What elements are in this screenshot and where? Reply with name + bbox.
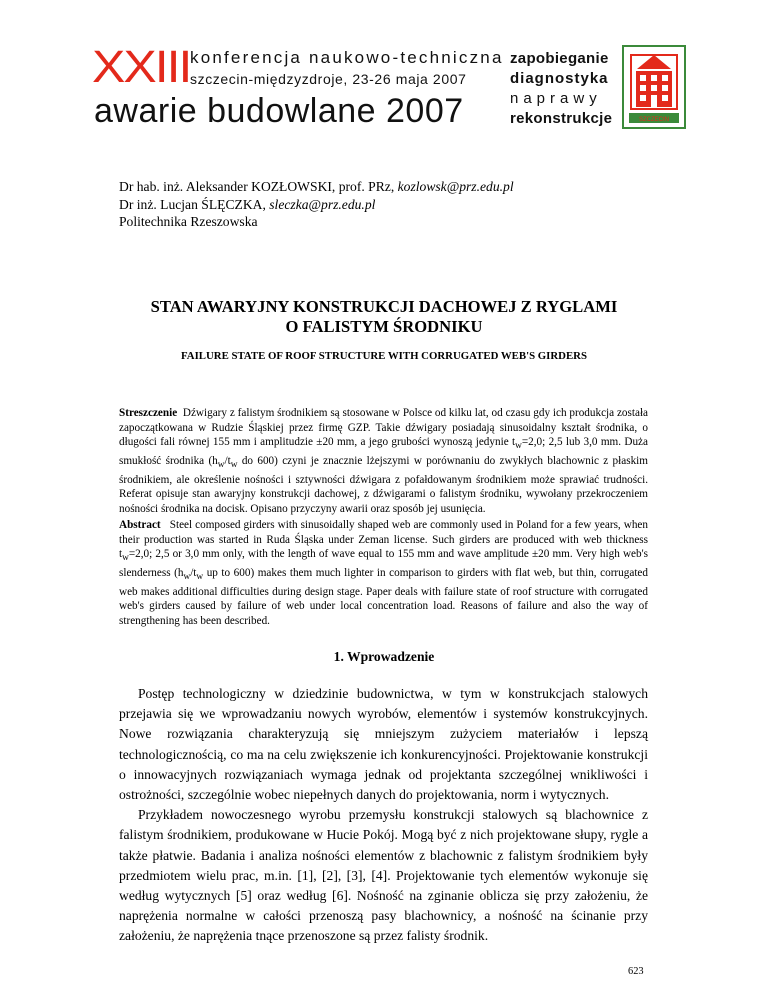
abstract-text: up to 600) makes them much lighter in comparison to girders with flat web, but thin, corrugated web makes additional difficulties during design stage. Paper deals with failure state of roof structure with corrugated web's girders caused by failure of web under local concentration load. Reasons of failure and also the way of strengthening has been described.: [119, 567, 648, 628]
streszczenie-text: /t: [224, 455, 231, 468]
conference-title: awarie budowlane 2007: [94, 92, 464, 130]
streszczenie-subscript: w: [217, 460, 225, 471]
section-body: [119, 684, 648, 947]
conference-name: konferencja naukowo-techniczna: [190, 48, 504, 67]
streszczenie-text: do 600) czyni je znacznie lżejszymi w porównaniu do zwykłych blachownic z płaskim środnikiem, ale określenie nośności i sztywności dźwigara z pofałdowanym środnikiem może sprawiać trudności. Referat opisuje stan awaryjny konstrukcji dachowej, z dźwigarami o falistym środniku, wywołany przekroczeniem nośności środnika na docisk. Opisano przyczyny awarii oraz sposób jej usunięcia.: [119, 455, 648, 516]
author-kozlowski-name: Dr hab. inż. Aleksander KOZŁOWSKI, prof. PRz,: [119, 179, 398, 194]
paper-title-english: FAILURE STATE OF ROOF STRUCTURE WITH CORRUGATED WEB'S GIRDERS: [181, 350, 587, 362]
conference-topics: [510, 49, 612, 129]
author-sleczka: [119, 197, 375, 213]
topic-diagnostics: diagnostyka: [510, 70, 609, 87]
streszczenie-subscript: w: [515, 441, 522, 452]
abstract-text: /t: [190, 567, 197, 580]
topic-reconstruction: rekonstrukcje: [510, 110, 613, 127]
building-logo-icon: [624, 47, 684, 127]
abstract-subscript: w: [196, 572, 204, 583]
author-sleczka-name: Dr inż. Lucjan ŚLĘCZKA,: [119, 197, 270, 212]
abstract-paragraph: [119, 518, 648, 629]
body-paragraph: Postęp technologiczny w dziedzinie budownictwa, w tym w konstrukcjach stalowych przejawia się we wprowadzaniu nowych wyrobów, elementów i systemów konstrukcyjnych. Nowe rozwiązania charakteryzują się mniejszym zużyciem materiałów i lepszą technologicznością, co ma na celu zwiększenie ich konkurencyjności. Projektowanie konstrukcji o innowacyjnych rozwiązaniach wymaga jednak od projektanta szczególnej wnikliwości i ostrożności, szczególnie wobec niepełnych danych do projektowania, norm i wytycznych.: [119, 686, 648, 803]
author-kozlowski: [119, 179, 514, 195]
streszczenie-label: Streszczenie: [119, 407, 178, 419]
conference-header: [0, 0, 768, 140]
conference-location-date: szczecin-międzyzdroje, 23-26 maja 2007: [190, 71, 467, 87]
abstract-subscript: w: [183, 572, 191, 583]
abstract-text: =2,0; 2,5 or 3,0 mm only, with the length of wave equal to 155 mm and wave amplitude ±20 mm. Very high web's slenderness (h: [119, 548, 648, 580]
topic-repairs: naprawy: [510, 90, 602, 107]
streszczenie-subscript: w: [230, 460, 238, 471]
paper-title-line1: STAN AWARYJNY KONSTRUKCJI DACHOWEJ Z RYGLAMI: [150, 297, 618, 316]
author-sleczka-email[interactable]: sleczka@prz.edu.pl: [269, 197, 376, 212]
streszczenie-text: =2,0; 2,5 lub 3,0 mm. Duża smukłość środnika (h: [119, 436, 648, 468]
szczecin-logo: [622, 45, 686, 129]
conference-roman-number: XXIII: [92, 41, 191, 92]
author-kozlowski-email[interactable]: kozlowsk@prz.edu.pl: [397, 179, 514, 194]
page-number: 623: [628, 966, 644, 977]
logo-caption: SZCZECIN: [639, 117, 669, 123]
body-paragraph: Przykładem nowoczesnego wyrobu przemysłu konstrukcji stalowych są blachownice z falistym środnikiem, produkowane w Hucie Pokój. Mogą być z nich projektowane słupy, rygle a także płatwie. Badania i analiza nośności elementów z blachownic z falistym środnikiem były przedmiotem wielu prac, m.in. [1], [2], [3], [4]. Projektowanie tych elementów wykonuje się według wytycznych [5] oraz według [6]. Nośność na zginanie oblicza się przy założeniu, że naprężenia normalne w całości przenoszą pasy blachownicy, a nośność na ścinanie przy założeniu, że naprężenia tnące przenoszone są przez falisty środnik.: [119, 807, 648, 944]
section-heading: 1. Wprowadzenie: [333, 649, 435, 664]
topic-prevention: zapobieganie: [510, 50, 609, 67]
streszczenie-paragraph: [119, 406, 648, 517]
abstract-subscript: w: [122, 553, 129, 564]
affiliation: Politechnika Rzeszowska: [119, 214, 258, 229]
abstract-text: Steel composed girders with sinusoidally shaped web are commonly used in Poland for a few years, when their production was started in Ruda Śląska under Zeman license. Such girders are produced with web thickness t: [119, 519, 648, 561]
paper-title-line2: O FALISTYM ŚRODNIKU: [285, 317, 483, 336]
abstract-label: Abstract: [119, 519, 161, 531]
streszczenie-text: Dźwigary z falistym środnikiem są stosowane w Polsce od kilku lat, od czasu gdy ich produkcja została zapoczątkowana w Rudzie Śląskiej przez firmę GZP. Takie dźwigary posiadają sinusoidalny kształt środnika, o długości fali równej 155 mm i amplitudzie ±20 mm, a jego grubości wynoszą jedynie t: [119, 407, 649, 449]
